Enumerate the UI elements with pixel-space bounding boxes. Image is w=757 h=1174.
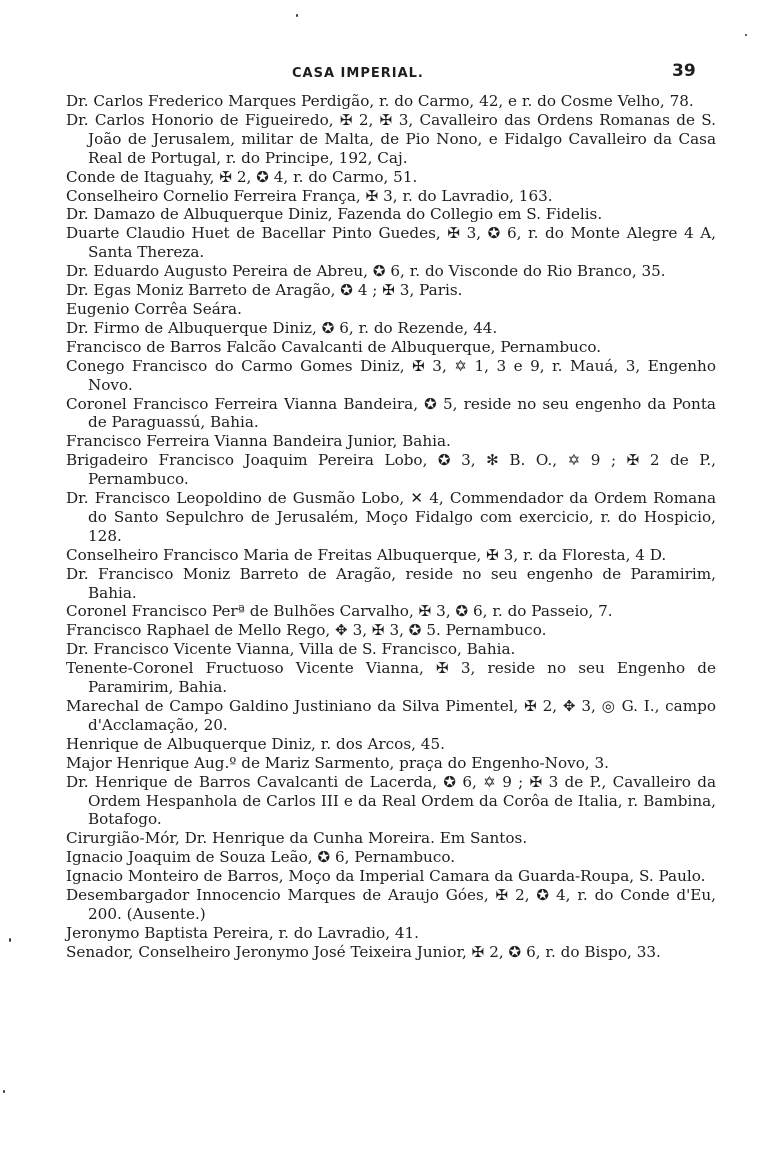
directory-entry: Dr. Henrique de Barros Cavalcanti de Lacerda, ✪ 6, ✡ 9 ; ✠ 3 de P., Cavalleiro da Ordem Hespanhola de Carlos III e da Real Ordem da Corôa de Italia, r. Bambina, Botafogo. (66, 772, 716, 829)
directory-entry: Francisco Raphael de Mello Rego, ✥ 3, ✠ 3, ✪ 5. Pernambuco. (66, 621, 547, 640)
directory-entry: Conego Francisco do Carmo Gomes Diniz, ✠ 3, ✡ 1, 3 e 9, r. Mauá, 3, Engenho Novo. (66, 356, 716, 394)
running-title: CASA IMPERIAL. (292, 66, 424, 81)
page-number: 39 (672, 61, 696, 81)
directory-entry: Eugenio Corrêa Seára. (66, 299, 242, 318)
directory-entry: Jeronymo Baptista Pereira, r. do Lavradio, 41. (66, 923, 419, 942)
directory-entry: Dr. Eduardo Augusto Pereira de Abreu, ✪ 6, r. do Visconde do Rio Branco, 35. (66, 262, 666, 281)
directory-entry: Francisco de Barros Falcão Cavalcanti de Albuquerque, Pernambuco. (66, 337, 602, 356)
directory-entry: Ignacio Monteiro de Barros, Moço da Imperial Camara da Guarda-Roupa, S. Paulo. (66, 867, 706, 886)
print-speck (745, 34, 747, 36)
directory-entry: Conselheiro Francisco Maria de Freitas Albuquerque, ✠ 3, r. da Floresta, 4 D. (66, 545, 667, 564)
directory-entry: Coronel Francisco Perª de Bulhões Carvalho, ✠ 3, ✪ 6, r. do Passeio, 7. (66, 602, 613, 621)
directory-list (0, 92, 757, 962)
directory-entry: Dr. Francisco Moniz Barreto de Aragão, reside no seu engenho de Paramirim, Bahia. (66, 564, 716, 602)
directory-entry: Senador, Conselheiro Jeronymo José Teixeira Junior, ✠ 2, ✪ 6, r. do Bispo, 33. (66, 942, 661, 961)
directory-entry: Dr. Firmo de Albuquerque Diniz, ✪ 6, r. do Rezende, 44. (66, 318, 498, 337)
print-speck (296, 14, 298, 17)
directory-entry: Dr. Carlos Honorio de Figueiredo, ✠ 2, ✠ 3, Cavalleiro das Ordens Romanas de S. João de Jerusalem, militar de Malta, de Pio Nono, e Fidalgo Cavalleiro da Casa Real de Portugal, r. do Principe, 192, Caj. (66, 110, 716, 167)
directory-entry: Francisco Ferreira Vianna Bandeira Junior, Bahia. (66, 432, 451, 451)
directory-entry: Tenente-Coronel Fructuoso Vicente Vianna, ✠ 3, reside no seu Engenho de Paramirim, Bahia. (66, 659, 716, 697)
directory-entry: Dr. Francisco Leopoldino de Gusmão Lobo, ✕ 4, Commendador da Ordem Romana do Santo Sepulchro de Jerusalém, Moço Fidalgo com exercicio, r. do Hospicio, 128. (66, 489, 716, 545)
directory-entry: Conselheiro Cornelio Ferreira França, ✠ 3, r. do Lavradio, 163. (66, 186, 553, 205)
directory-entry: Coronel Francisco Ferreira Vianna Bandeira, ✪ 5, reside no seu engenho da Ponta de Paraguassú, Bahia. (66, 394, 716, 432)
directory-entry: Henrique de Albuquerque Diniz, r. dos Arcos, 45. (66, 734, 445, 753)
directory-entry: Major Henrique Aug.º de Mariz Sarmento, praça do Engenho-Novo, 3. (66, 753, 609, 772)
directory-entry: Brigadeiro Francisco Joaquim Pereira Lobo, ✪ 3, ✻ B. O., ✡ 9 ; ✠ 2 de P., Pernambuco. (66, 451, 716, 489)
directory-entry: Ignacio Joaquim de Souza Leão, ✪ 6, Pernambuco. (66, 848, 456, 867)
directory-entry: Dr. Egas Moniz Barreto de Aragão, ✪ 4 ; ✠ 3, Paris. (66, 281, 463, 300)
directory-entry: Duarte Claudio Huet de Bacellar Pinto Guedes, ✠ 3, ✪ 6, r. do Monte Alegre 4 A, Santa Thereza. (66, 224, 716, 262)
directory-entry: Dr. Francisco Vicente Vianna, Villa de S. Francisco, Bahia. (66, 640, 516, 659)
page-header (0, 60, 757, 90)
directory-entry: Marechal de Campo Galdino Justiniano da Silva Pimentel, ✠ 2, ✥ 3, ◎ G. I., campo d'Acclamação, 20. (66, 697, 716, 734)
directory-entry: Cirurgião-Mór, Dr. Henrique da Cunha Moreira. Em Santos. (66, 829, 528, 848)
directory-entry: Desembargador Innocencio Marques de Araujo Góes, ✠ 2, ✪ 4, r. do Conde d'Eu, 200. (Ausente.) (66, 886, 716, 923)
directory-entry: Dr. Carlos Frederico Marques Perdigão, r. do Carmo, 42, e r. do Cosme Velho, 78. (66, 92, 694, 110)
print-speck (9, 938, 11, 942)
directory-entry: Dr. Damazo de Albuquerque Diniz, Fazenda do Collegio em S. Fidelis. (66, 205, 603, 224)
print-speck (3, 1090, 5, 1093)
directory-entry: Conde de Itaguahy, ✠ 2, ✪ 4, r. do Carmo, 51. (66, 167, 418, 186)
